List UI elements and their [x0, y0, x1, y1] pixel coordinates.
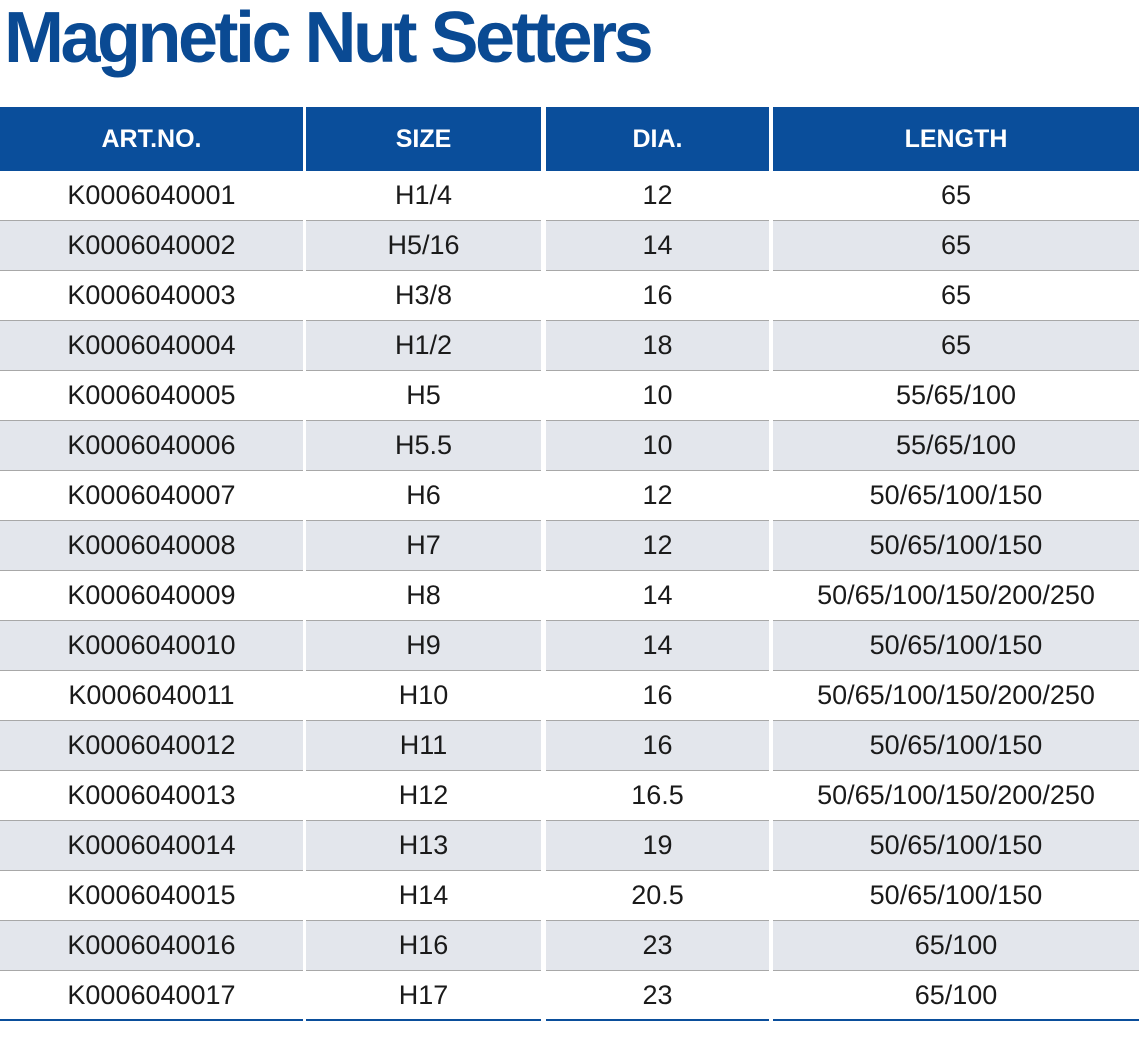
table-row [0, 771, 1139, 821]
dia-cell: 14 [546, 571, 769, 621]
dia-cell: 20.5 [546, 871, 769, 921]
table-row [0, 621, 1139, 671]
table-row [0, 971, 1139, 1021]
size-cell: H8 [306, 571, 541, 621]
size-cell: H9 [306, 621, 541, 671]
table-row [0, 421, 1139, 471]
length-cell: 65 [773, 321, 1139, 371]
art-no-cell: K0006040012 [0, 721, 303, 771]
size-cell: H5.5 [306, 421, 541, 471]
length-cell: 55/65/100 [773, 371, 1139, 421]
table-row [0, 171, 1139, 221]
art-no-cell: K0006040001 [0, 171, 303, 221]
length-cell: 65/100 [773, 921, 1139, 971]
column-header-art-no: ART.NO. [0, 107, 303, 171]
dia-cell: 16.5 [546, 771, 769, 821]
art-no-cell: K0006040004 [0, 321, 303, 371]
length-cell: 50/65/100/150 [773, 821, 1139, 871]
table-row [0, 471, 1139, 521]
length-cell: 50/65/100/150/200/250 [773, 771, 1139, 821]
size-cell: H17 [306, 971, 541, 1021]
table-row [0, 721, 1139, 771]
length-cell: 50/65/100/150/200/250 [773, 571, 1139, 621]
table-row [0, 271, 1139, 321]
length-cell: 50/65/100/150 [773, 871, 1139, 921]
table-body [0, 171, 1139, 1021]
column-header-dia: DIA. [546, 107, 769, 171]
art-no-cell: K0006040015 [0, 871, 303, 921]
art-no-cell: K0006040005 [0, 371, 303, 421]
table-row [0, 221, 1139, 271]
art-no-cell: K0006040013 [0, 771, 303, 821]
table-row [0, 571, 1139, 621]
dia-cell: 12 [546, 171, 769, 221]
product-table [0, 107, 1139, 1021]
length-cell: 65 [773, 171, 1139, 221]
table-row [0, 921, 1139, 971]
dia-cell: 12 [546, 471, 769, 521]
size-cell: H1/2 [306, 321, 541, 371]
length-cell: 50/65/100/150 [773, 471, 1139, 521]
art-no-cell: K0006040011 [0, 671, 303, 721]
length-cell: 65 [773, 221, 1139, 271]
page-title: Magnetic Nut Setters [4, 0, 651, 78]
length-cell: 50/65/100/150/200/250 [773, 671, 1139, 721]
table-row [0, 321, 1139, 371]
art-no-cell: K0006040009 [0, 571, 303, 621]
table-row [0, 671, 1139, 721]
length-cell: 65 [773, 271, 1139, 321]
size-cell: H3/8 [306, 271, 541, 321]
column-header-length: LENGTH [773, 107, 1139, 171]
dia-cell: 23 [546, 921, 769, 971]
art-no-cell: K0006040010 [0, 621, 303, 671]
art-no-cell: K0006040003 [0, 271, 303, 321]
art-no-cell: K0006040007 [0, 471, 303, 521]
art-no-cell: K0006040014 [0, 821, 303, 871]
art-no-cell: K0006040016 [0, 921, 303, 971]
dia-cell: 19 [546, 821, 769, 871]
art-no-cell: K0006040017 [0, 971, 303, 1021]
art-no-cell: K0006040008 [0, 521, 303, 571]
size-cell: H5/16 [306, 221, 541, 271]
dia-cell: 10 [546, 371, 769, 421]
size-cell: H7 [306, 521, 541, 571]
table-row [0, 371, 1139, 421]
size-cell: H13 [306, 821, 541, 871]
length-cell: 50/65/100/150 [773, 721, 1139, 771]
dia-cell: 14 [546, 221, 769, 271]
length-cell: 50/65/100/150 [773, 621, 1139, 671]
size-cell: H6 [306, 471, 541, 521]
table-row [0, 521, 1139, 571]
size-cell: H12 [306, 771, 541, 821]
dia-cell: 12 [546, 521, 769, 571]
size-cell: H11 [306, 721, 541, 771]
table-header-row [0, 107, 1139, 171]
length-cell: 65/100 [773, 971, 1139, 1021]
dia-cell: 23 [546, 971, 769, 1021]
table-row [0, 821, 1139, 871]
size-cell: H5 [306, 371, 541, 421]
art-no-cell: K0006040002 [0, 221, 303, 271]
table-row [0, 871, 1139, 921]
dia-cell: 18 [546, 321, 769, 371]
column-header-size: SIZE [306, 107, 541, 171]
dia-cell: 14 [546, 621, 769, 671]
size-cell: H16 [306, 921, 541, 971]
art-no-cell: K0006040006 [0, 421, 303, 471]
size-cell: H10 [306, 671, 541, 721]
dia-cell: 10 [546, 421, 769, 471]
dia-cell: 16 [546, 671, 769, 721]
dia-cell: 16 [546, 721, 769, 771]
dia-cell: 16 [546, 271, 769, 321]
length-cell: 55/65/100 [773, 421, 1139, 471]
size-cell: H14 [306, 871, 541, 921]
length-cell: 50/65/100/150 [773, 521, 1139, 571]
size-cell: H1/4 [306, 171, 541, 221]
